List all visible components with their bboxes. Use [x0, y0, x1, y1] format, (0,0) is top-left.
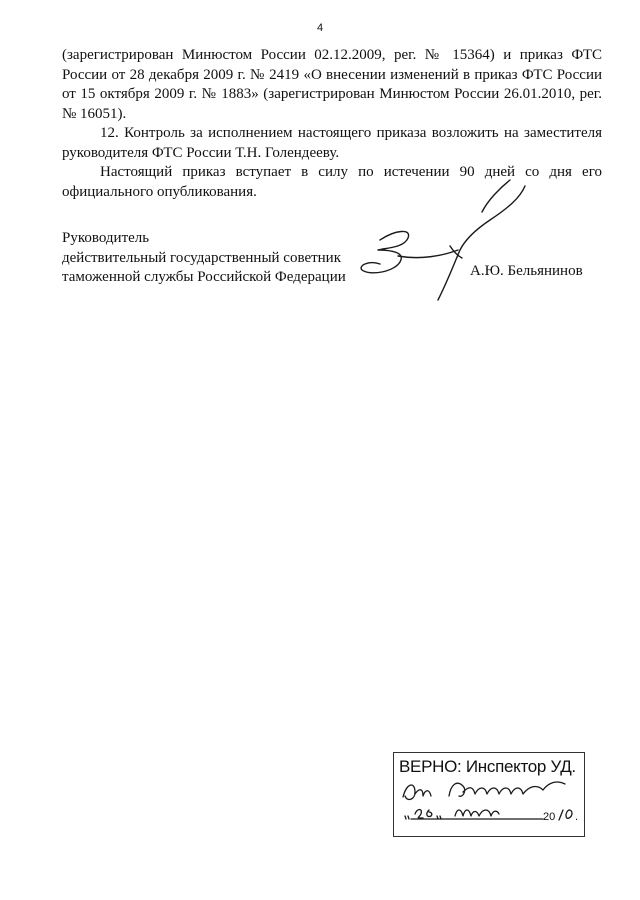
- stamp-title: ВЕРНО: Инспектор УД.: [399, 757, 576, 776]
- signatory-rank: действительный государственный советник: [62, 249, 342, 266]
- page-number: 4: [316, 22, 324, 34]
- stamp-year-printed: 20: [543, 811, 556, 823]
- paragraph-continuation: (зарегистрирован Минюстом России 02.12.2009, рег. № 15364) и приказ ФТС России от 28 декабря 2009 г. № 2419 «О внесении изменений в приказ ФТС России от 15 октября 2009 г. № 1883» (зарегистрирован Минюстом России 26.01.2010, рег. № 16051).: [62, 47, 602, 122]
- signatory-position: Руководитель: [62, 230, 150, 246]
- signatory-title-block: [62, 229, 346, 288]
- svg-text:.: .: [575, 811, 579, 823]
- paragraph-effective-date: Настоящий приказ вступает в силу по истечении 90 дней со дня его официального опубликования.: [62, 164, 602, 200]
- stamp-handwriting: [393, 752, 585, 837]
- signatory-name: А.Ю. Бельянинов: [470, 263, 583, 279]
- paragraph-item-12: 12. Контроль за исполнением настоящего приказа возложить на заместителя руководителя ФТС России Т.Н. Голендееву.: [62, 125, 602, 161]
- signatory-service: таможенной службы Российской Федерации: [62, 269, 346, 285]
- handwritten-signature: [350, 178, 530, 313]
- certification-stamp: [393, 752, 585, 837]
